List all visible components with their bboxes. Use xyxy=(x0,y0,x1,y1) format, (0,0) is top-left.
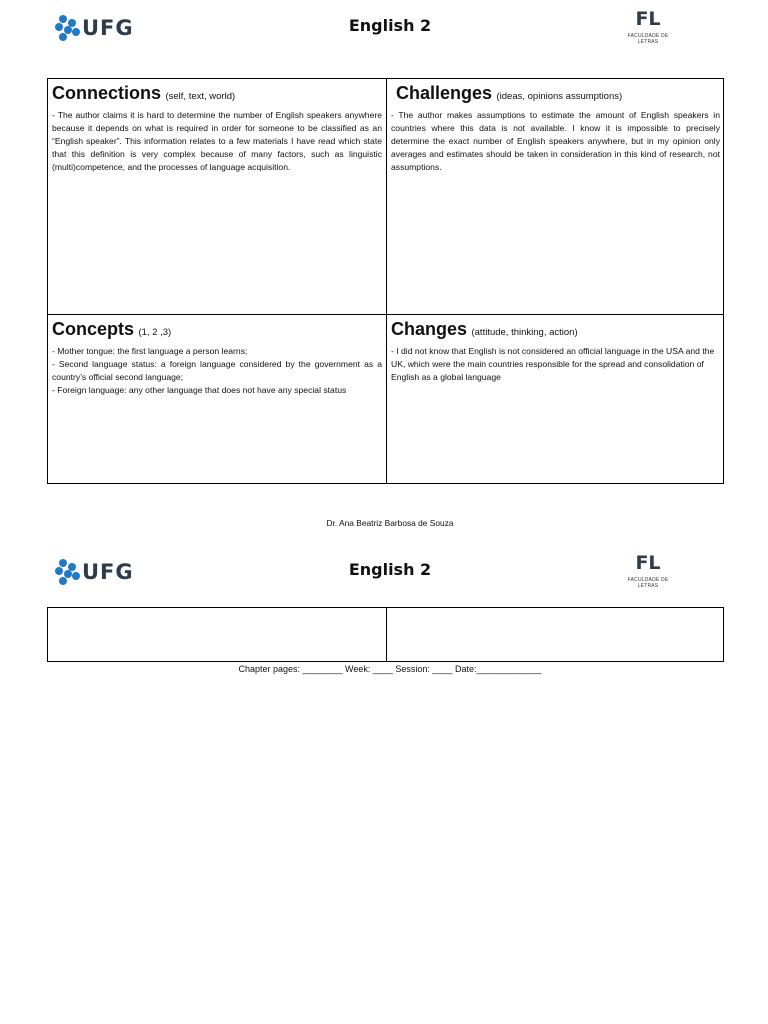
concepts-item-mother-tongue: - Mother tongue: the first language a person learns; xyxy=(52,346,248,356)
grid-2-vertical-divider xyxy=(386,608,387,661)
connections-body: - The author claims it is hard to determine the number of English speakers anywhere because it depends on what is required in order for someone to be classified as an “English speaker”. This information relates to a few materials I have read which state that this definition is very complex because of many factors, such as linguistic (multi)competence, and the processes of language acquisition. xyxy=(52,110,382,172)
page-header-2 xyxy=(0,552,768,612)
changes-subtitle: (attitude, thinking, action) xyxy=(471,327,578,338)
fl-logo-mark: FL xyxy=(635,8,661,30)
concepts-cell xyxy=(48,315,386,483)
changes-cell xyxy=(387,315,724,483)
worksheet-grid xyxy=(47,78,724,484)
challenges-cell xyxy=(387,79,724,314)
challenges-heading xyxy=(391,82,720,108)
challenges-title: Challenges xyxy=(396,83,493,103)
fl-logo-mark-2: FL xyxy=(635,552,661,574)
concepts-title: Concepts xyxy=(52,319,135,339)
changes-title: Changes xyxy=(391,319,468,339)
concepts-item-foreign-language: - Foreign language: any other language that does not have any special status xyxy=(52,384,347,395)
changes-heading xyxy=(391,318,720,344)
ufg-logo-text: UFG xyxy=(82,16,134,40)
connections-heading xyxy=(52,82,382,108)
author-name: Dr. Ana Beatriz Barbosa de Souza xyxy=(326,518,454,528)
concepts-heading xyxy=(52,318,382,344)
connections-subtitle: (self, text, world) xyxy=(165,91,236,102)
fl-logo xyxy=(618,8,678,45)
fl-logo-line2-2: LETRAS xyxy=(637,583,659,589)
challenges-body: - The author makes assumptions to estimate the amount of English speakers in countries where this data is not available. I know it is impossible to precisely determine the exact number of English speakers anywhere, but in my opinion only averages and estimates should be taken in consideration in this kind of research, not assumptions. xyxy=(391,110,720,172)
concepts-subtitle: (1, 2 ,3) xyxy=(138,327,172,338)
concepts-item-second-language: - Second language status: a foreign language considered by the government as a country’s official second language; xyxy=(52,358,382,382)
fl-logo-line1: FACULDADE DE xyxy=(627,33,669,39)
document-title-2: English 2 xyxy=(348,560,432,579)
fl-logo-line2: LETRAS xyxy=(637,39,659,45)
connections-title: Connections xyxy=(52,83,162,103)
challenges-subtitle: (ideas, opinions assumptions) xyxy=(496,91,623,102)
fl-logo-2 xyxy=(618,552,678,589)
fl-logo-line1-2: FACULDADE DE xyxy=(627,577,669,583)
ufg-logo-text-2: UFG xyxy=(82,560,134,584)
connections-cell xyxy=(48,79,386,314)
document-title: English 2 xyxy=(348,16,432,35)
concepts-list xyxy=(52,345,382,397)
page-header xyxy=(0,8,768,68)
worksheet-grid-2 xyxy=(47,607,724,662)
changes-body: - I did not know that English is not considered an official language in the USA and the UK, which were the main countries responsible for the spread and consolidation of English as a global language xyxy=(391,346,715,382)
chapter-info-line: Chapter pages: ________ Week: ____ Session: ____ Date:_____________ xyxy=(238,664,542,674)
